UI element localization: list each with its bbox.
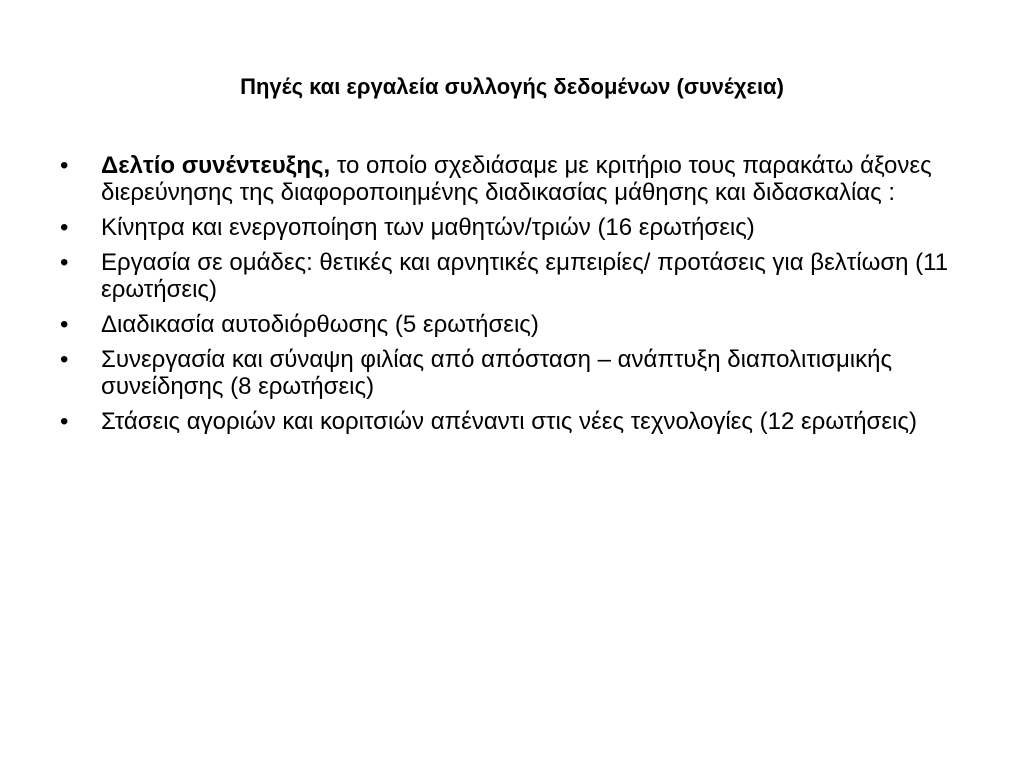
list-item <box>60 408 960 435</box>
bullet-list <box>60 152 960 443</box>
list-item <box>60 346 960 400</box>
bullet-text: Συνεργασία και σύναψη φιλίας από απόσταση – ανάπτυξη διαπολιτισμικής συνείδησης (8 ερωτήσεις) <box>101 346 893 400</box>
list-item <box>60 152 960 206</box>
list-item <box>60 249 960 303</box>
list-item <box>60 311 960 338</box>
bullet-text: Κίνητρα και ενεργοποίηση των μαθητών/τριών (16 ερωτήσεις) <box>101 214 755 241</box>
bullet-icon: • <box>60 346 69 373</box>
bullet-text: το οποίο σχεδιάσαμε με κριτήριο τους παρακάτω άξονες διερεύνησης της διαφοροποιημένης διαδικασίας μάθησης και διδασκαλίας : <box>101 152 932 206</box>
bullet-icon: • <box>60 311 69 338</box>
bullet-icon: • <box>60 408 69 435</box>
bullet-icon: • <box>60 249 69 276</box>
bullet-icon: • <box>60 152 69 179</box>
bullet-text: Διαδικασία αυτοδιόρθωσης (5 ερωτήσεις) <box>101 311 539 338</box>
slide-title: Πηγές και εργαλεία συλλογής δεδομένων (συνέχεια) <box>240 74 784 99</box>
bullet-text: Στάσεις αγοριών και κοριτσιών απέναντι στις νέες τεχνολογίες (12 ερωτήσεις) <box>101 408 917 435</box>
list-item <box>60 214 960 241</box>
bullet-text: Εργασία σε ομάδες: θετικές και αρνητικές εμπειρίες/ προτάσεις για βελτίωση (11 ερωτήσεις) <box>101 249 949 303</box>
bullet-icon: • <box>60 214 69 241</box>
bullet-lead-text: Δελτίο συνέντευξης, <box>101 152 331 179</box>
